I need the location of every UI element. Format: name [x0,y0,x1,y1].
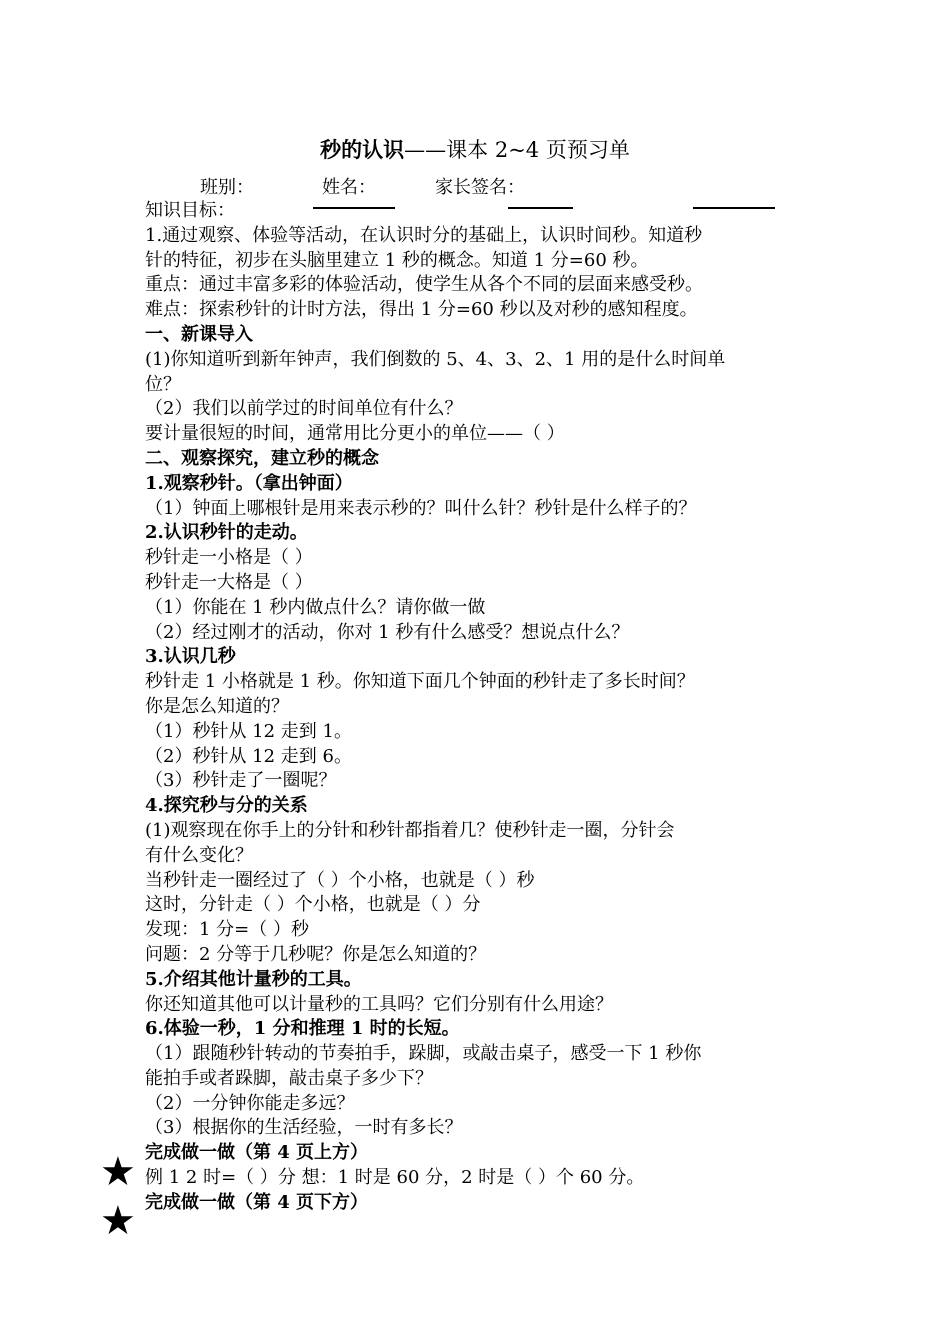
text-line: 有什么变化？ [145,844,253,866]
section-heading: 3.认识几秒 [145,646,236,668]
text-line: （2）一分钟你能走多远？ [145,1092,355,1114]
text-line: 能拍手或者跺脚，敲击桌子多少下？ [145,1067,433,1089]
text-line: （1）秒针从 12 走到 1。 [145,720,352,742]
text-line: 例 1 2 时=（ ）分 想：1 时是 60 分，2 时是（ ）个 60 分。 [145,1167,645,1189]
text-line: 你是怎么知道的？ [145,695,289,717]
section-heading: 完成做一做（第 4 页上方） [145,1142,369,1164]
section-heading: 一、新课导入 [145,323,253,345]
text-line: 当秒针走一圈经过了（ ）个小格，也就是（ ）秒 [145,869,535,891]
text-line: 秒针走一大格是（ ） [145,571,313,593]
title-subtitle: ——课本 2~4 页预习单 [404,138,630,162]
text-line: （3）根据你的生活经验，一时有多长？ [145,1117,463,1139]
text-line: 问题：2 分等于几秒呢？你是怎么知道的？ [145,943,487,965]
star-icon: ★ [100,1198,136,1244]
worksheet-body [145,199,835,1216]
name-label: 姓名： [322,177,376,198]
section-heading: 2.认识秒针的走动。 [145,522,308,544]
text-line: 这时，分针走（ ）个小格，也就是（ ）分 [145,894,481,916]
section-heading: 二、观察探究，建立秒的概念 [145,447,379,469]
class-label: 班别： [200,177,254,198]
text-line: 1.通过观察、体验等活动，在认识时分的基础上，认识时间秒。知道秒 [145,224,703,246]
text-line: 难点：探索秒针的计时方法，得出 1 分=60 秒以及对秒的感知程度。 [145,299,698,321]
section-heading: 完成做一做（第 4 页下方） [145,1191,369,1213]
section-heading: 4.探究秒与分的关系 [145,795,308,817]
text-line: 重点：通过丰富多彩的体验活动，使学生从各个不同的层面来感受秒。 [145,274,703,296]
text-line: 针的特征，初步在头脑里建立 1 秒的概念。知道 1 分=60 秒。 [145,249,649,271]
text-line: (1)你知道听到新年钟声，我们倒数的 5、4、3、2、1 用的是什么时间单 [145,348,726,370]
text-line: 发现：1 分=（ ）秒 [145,919,309,941]
text-line: （2）我们以前学过的时间单位有什么？ [145,398,463,420]
text-line: 你还知道其他可以计量秒的工具吗？它们分别有什么用途？ [145,993,613,1015]
text-line: 位？ [145,373,181,395]
title-main: 秒的认识 [320,137,405,162]
parent-signature-label: 家长签名： [435,177,525,198]
text-line: （1）钟面上哪根针是用来表示秒的？叫什么针？秒针是什么样子的？ [145,497,697,519]
text-line: （2）秒针从 12 走到 6。 [145,745,352,767]
text-line: （1）跟随秒针转动的节奏拍手，跺脚，或敲击桌子，感受一下 1 秒你 [145,1043,702,1065]
text-line: （2）经过刚才的活动，你对 1 秒有什么感受？想说点什么？ [145,621,630,643]
text-line: (1)观察现在你手上的分针和秒针都指着几？使秒针走一圈，分针会 [145,819,675,841]
section-heading: 6.体验一秒，1 分和推理 1 时的长短。 [145,1018,460,1040]
text-line: （1）你能在 1 秒内做点什么？请你做一做 [145,596,486,618]
text-line: 秒针走一小格是（ ） [145,547,313,569]
text-line: 要计量很短的时间，通常用比分更小的单位——（ ） [145,423,565,445]
page-title [0,136,950,164]
text-line: 秒针走 1 小格就是 1 秒。你知道下面几个钟面的秒针走了多长时间？ [145,671,695,693]
section-heading: 1.观察秒针。（拿出钟面） [145,472,353,494]
star-icon: ★ [100,1149,136,1195]
text-line: （3）秒针走了一圈呢？ [145,770,337,792]
text-line: 知识目标： [145,200,235,221]
section-heading: 5.介绍其他计量秒的工具。 [145,968,362,990]
